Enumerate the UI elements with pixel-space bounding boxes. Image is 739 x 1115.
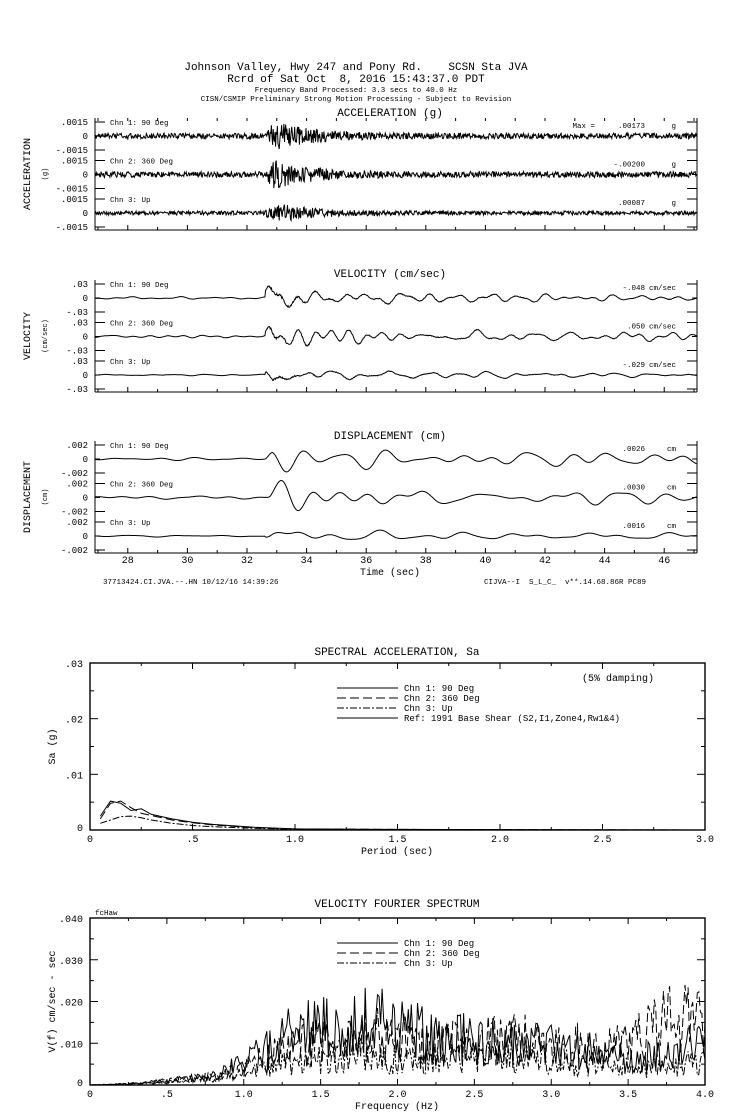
time-tick-label: 34 (300, 556, 313, 567)
channel-label: Chn 3: Up (110, 520, 151, 528)
channel-label: Chn 3: Up (110, 359, 151, 367)
series-chn3 (100, 816, 705, 830)
panel-title: ACCELERATION (g) (337, 108, 443, 120)
y-tick-label: 0 (82, 332, 88, 343)
y-unit-label: (cm/sec) (42, 319, 50, 353)
peak-value: -.048 (622, 285, 645, 293)
legend-entry: Chn 1: 90 Deg (404, 684, 475, 694)
channel-label: Chn 1: 90 Deg (110, 443, 169, 451)
x-tick-label: 0 (86, 1090, 94, 1101)
x-tick-label: 1.5 (388, 835, 407, 846)
x-tick-label: 3.0 (542, 1090, 561, 1101)
time-tick-label: 40 (479, 556, 492, 567)
peak-value: -.00200 (613, 161, 645, 170)
y-tick-label: -.002 (60, 507, 88, 518)
peak-unit: cm (666, 446, 676, 454)
y-tick-label: .03 (71, 357, 88, 367)
y-tick-label: 0 (82, 455, 88, 465)
x-tick-label: 0 (86, 835, 94, 846)
y-tick-label: 0 (82, 532, 88, 542)
x-tick-label: .5 (160, 1090, 173, 1101)
peak-unit: cm/sec (648, 362, 676, 370)
x-tick-label: 1.0 (234, 1090, 253, 1101)
x-tick-label: 2.5 (465, 1090, 484, 1101)
y-axis-label: DISPLACEMENT (23, 460, 34, 534)
legend-entry: Chn 3: Up (404, 704, 453, 714)
peak-value: .0030 (622, 484, 645, 493)
x-tick-label: 2.5 (593, 835, 612, 846)
legend-entry: Chn 2: 360 Deg (404, 694, 480, 704)
y-axis-label: Sa (g) (48, 728, 59, 765)
footer-left: 37713424.CI.JVA.--.HN 10/12/16 14:39:26 (103, 579, 279, 587)
y-tick-label: .040 (58, 915, 83, 926)
peak-prefix: Max = (572, 123, 595, 131)
time-tick-label: 32 (240, 556, 253, 567)
y-tick-label: 0 (82, 170, 88, 181)
channel-label: Chn 1: 90 Deg (110, 120, 169, 128)
y-tick-label: .0015 (60, 195, 88, 205)
y-tick-label: .002 (66, 441, 88, 451)
y-tick-label: .030 (58, 956, 83, 968)
trace-acc-chn3 (95, 205, 696, 221)
channel-label: Chn 2: 360 Deg (110, 481, 174, 490)
trace-vel-chn3 (95, 371, 696, 381)
channel-label: Chn 1: 90 Deg (110, 282, 169, 290)
y-tick-label: -.002 (60, 546, 88, 556)
peak-unit: g (671, 200, 676, 208)
y-tick-label: -.0015 (55, 184, 88, 195)
x-tick-label: .5 (186, 835, 199, 846)
trace-vel-chn1 (95, 286, 696, 307)
y-tick-label: -.03 (66, 346, 88, 357)
legend-entry: Ref: 1991 Base Shear (S2,I1,Zone4,Rw1&4) (404, 714, 621, 724)
y-axis-label: V(f) cm/sec - sec (48, 950, 59, 1053)
y-unit-label: (cm) (42, 488, 50, 506)
trace-acc-chn1 (95, 124, 696, 149)
channel-label: Chn 2: 360 Deg (110, 320, 174, 329)
y-tick-label: .0015 (60, 156, 88, 167)
y-tick-label: -.03 (66, 385, 88, 395)
trace-dis-chn1 (95, 450, 696, 472)
peak-unit: cm (666, 523, 676, 531)
y-tick-label: 0 (82, 371, 88, 381)
y-tick-label: 0 (82, 209, 88, 219)
channel-label: Chn 2: 360 Deg (110, 158, 174, 167)
footer-right: CIJVA--I S_L_C_ v**.14.68.86R PC89 (484, 579, 647, 587)
legend-entry: Chn 3: Up (404, 959, 453, 969)
y-tick-label: 0 (82, 493, 88, 504)
header-line4: CISN/CSMIP Preliminary Strong Motion Processing - Subject to Revision (200, 96, 512, 104)
x-tick-label: 4.0 (695, 1090, 715, 1101)
y-tick-label: .002 (66, 479, 88, 490)
y-tick-label: .020 (58, 998, 83, 1010)
header-line3: Frequency Band Processed: 3.3 secs to 40.0 Hz (254, 87, 458, 95)
header-line2: Rcrd of Sat Oct 8, 2016 15:43:37.0 PDT (227, 74, 485, 86)
x-axis-label: Frequency (Hz) (354, 1102, 440, 1113)
y-tick-label: .01 (64, 771, 83, 783)
y-axis-label: ACCELERATION (23, 137, 34, 211)
peak-value: .050 (626, 323, 645, 332)
y-tick-label: .03 (64, 660, 83, 671)
time-tick-label: 38 (419, 556, 432, 567)
x-tick-label: 1.5 (311, 1090, 330, 1101)
peak-value: .00087 (617, 200, 645, 208)
y-tick-label: .0015 (60, 118, 88, 128)
x-tick-label: 3.0 (695, 835, 715, 846)
y-tick-label: 0 (76, 1079, 83, 1090)
peak-unit: g (671, 123, 676, 131)
time-tick-label: 30 (181, 556, 194, 567)
peak-value: .0016 (622, 523, 645, 531)
y-unit-label: (g) (42, 167, 50, 181)
y-tick-label: 0 (82, 294, 88, 304)
y-tick-label: .02 (64, 715, 83, 727)
chart-title: SPECTRAL ACCELERATION, Sa (314, 647, 480, 659)
trace-dis-chn2 (95, 481, 696, 511)
y-tick-label: -.002 (60, 469, 88, 479)
time-axis-label: Time (sec) (359, 568, 421, 579)
time-tick-label: 44 (598, 556, 611, 567)
y-tick-label: -.03 (66, 308, 88, 318)
chart-tag: fcHaw (95, 910, 118, 918)
x-tick-label: 2.0 (388, 1090, 407, 1101)
y-tick-label: .002 (66, 518, 88, 528)
y-tick-label: -.0015 (55, 223, 88, 233)
x-tick-label: 2.0 (490, 835, 510, 846)
time-tick-label: 36 (360, 556, 373, 567)
y-tick-label: -.0015 (55, 146, 88, 156)
peak-unit: g (671, 161, 676, 170)
y-tick-label: 0 (76, 824, 83, 835)
peak-value: .00173 (617, 123, 645, 131)
time-tick-label: 46 (658, 556, 671, 567)
time-tick-label: 28 (121, 556, 134, 567)
trace-dis-chn3 (95, 530, 696, 539)
time-tick-label: 42 (539, 556, 552, 567)
legend-entry: Chn 2: 360 Deg (404, 949, 480, 959)
panel-title: VELOCITY (cm/sec) (333, 269, 447, 281)
chart-title: VELOCITY FOURIER SPECTRUM (314, 899, 480, 911)
channel-label: Chn 3: Up (110, 197, 151, 205)
panel-title: DISPLACEMENT (cm) (333, 431, 447, 443)
y-tick-label: .03 (71, 318, 88, 329)
y-axis-label: VELOCITY (23, 311, 34, 361)
x-tick-label: 3.5 (619, 1090, 638, 1101)
peak-unit: cm (666, 484, 676, 493)
x-tick-label: 1.0 (285, 835, 305, 846)
header-line1: Johnson Valley, Hwy 247 and Pony Rd. SCSN Sta JVA (184, 62, 528, 74)
legend-entry: Chn 1: 90 Deg (404, 939, 475, 949)
damping-annotation: (5% damping) (581, 674, 655, 685)
y-tick-label: .010 (58, 1040, 83, 1052)
peak-unit: cm/sec (648, 285, 676, 293)
trace-acc-chn2 (95, 158, 696, 189)
x-axis-label: Period (sec) (360, 847, 434, 858)
peak-unit: cm/sec (648, 323, 676, 332)
y-tick-label: 0 (82, 132, 88, 142)
y-tick-label: .03 (71, 280, 88, 290)
peak-value: .0026 (622, 446, 645, 454)
peak-value: -.029 (622, 362, 645, 370)
